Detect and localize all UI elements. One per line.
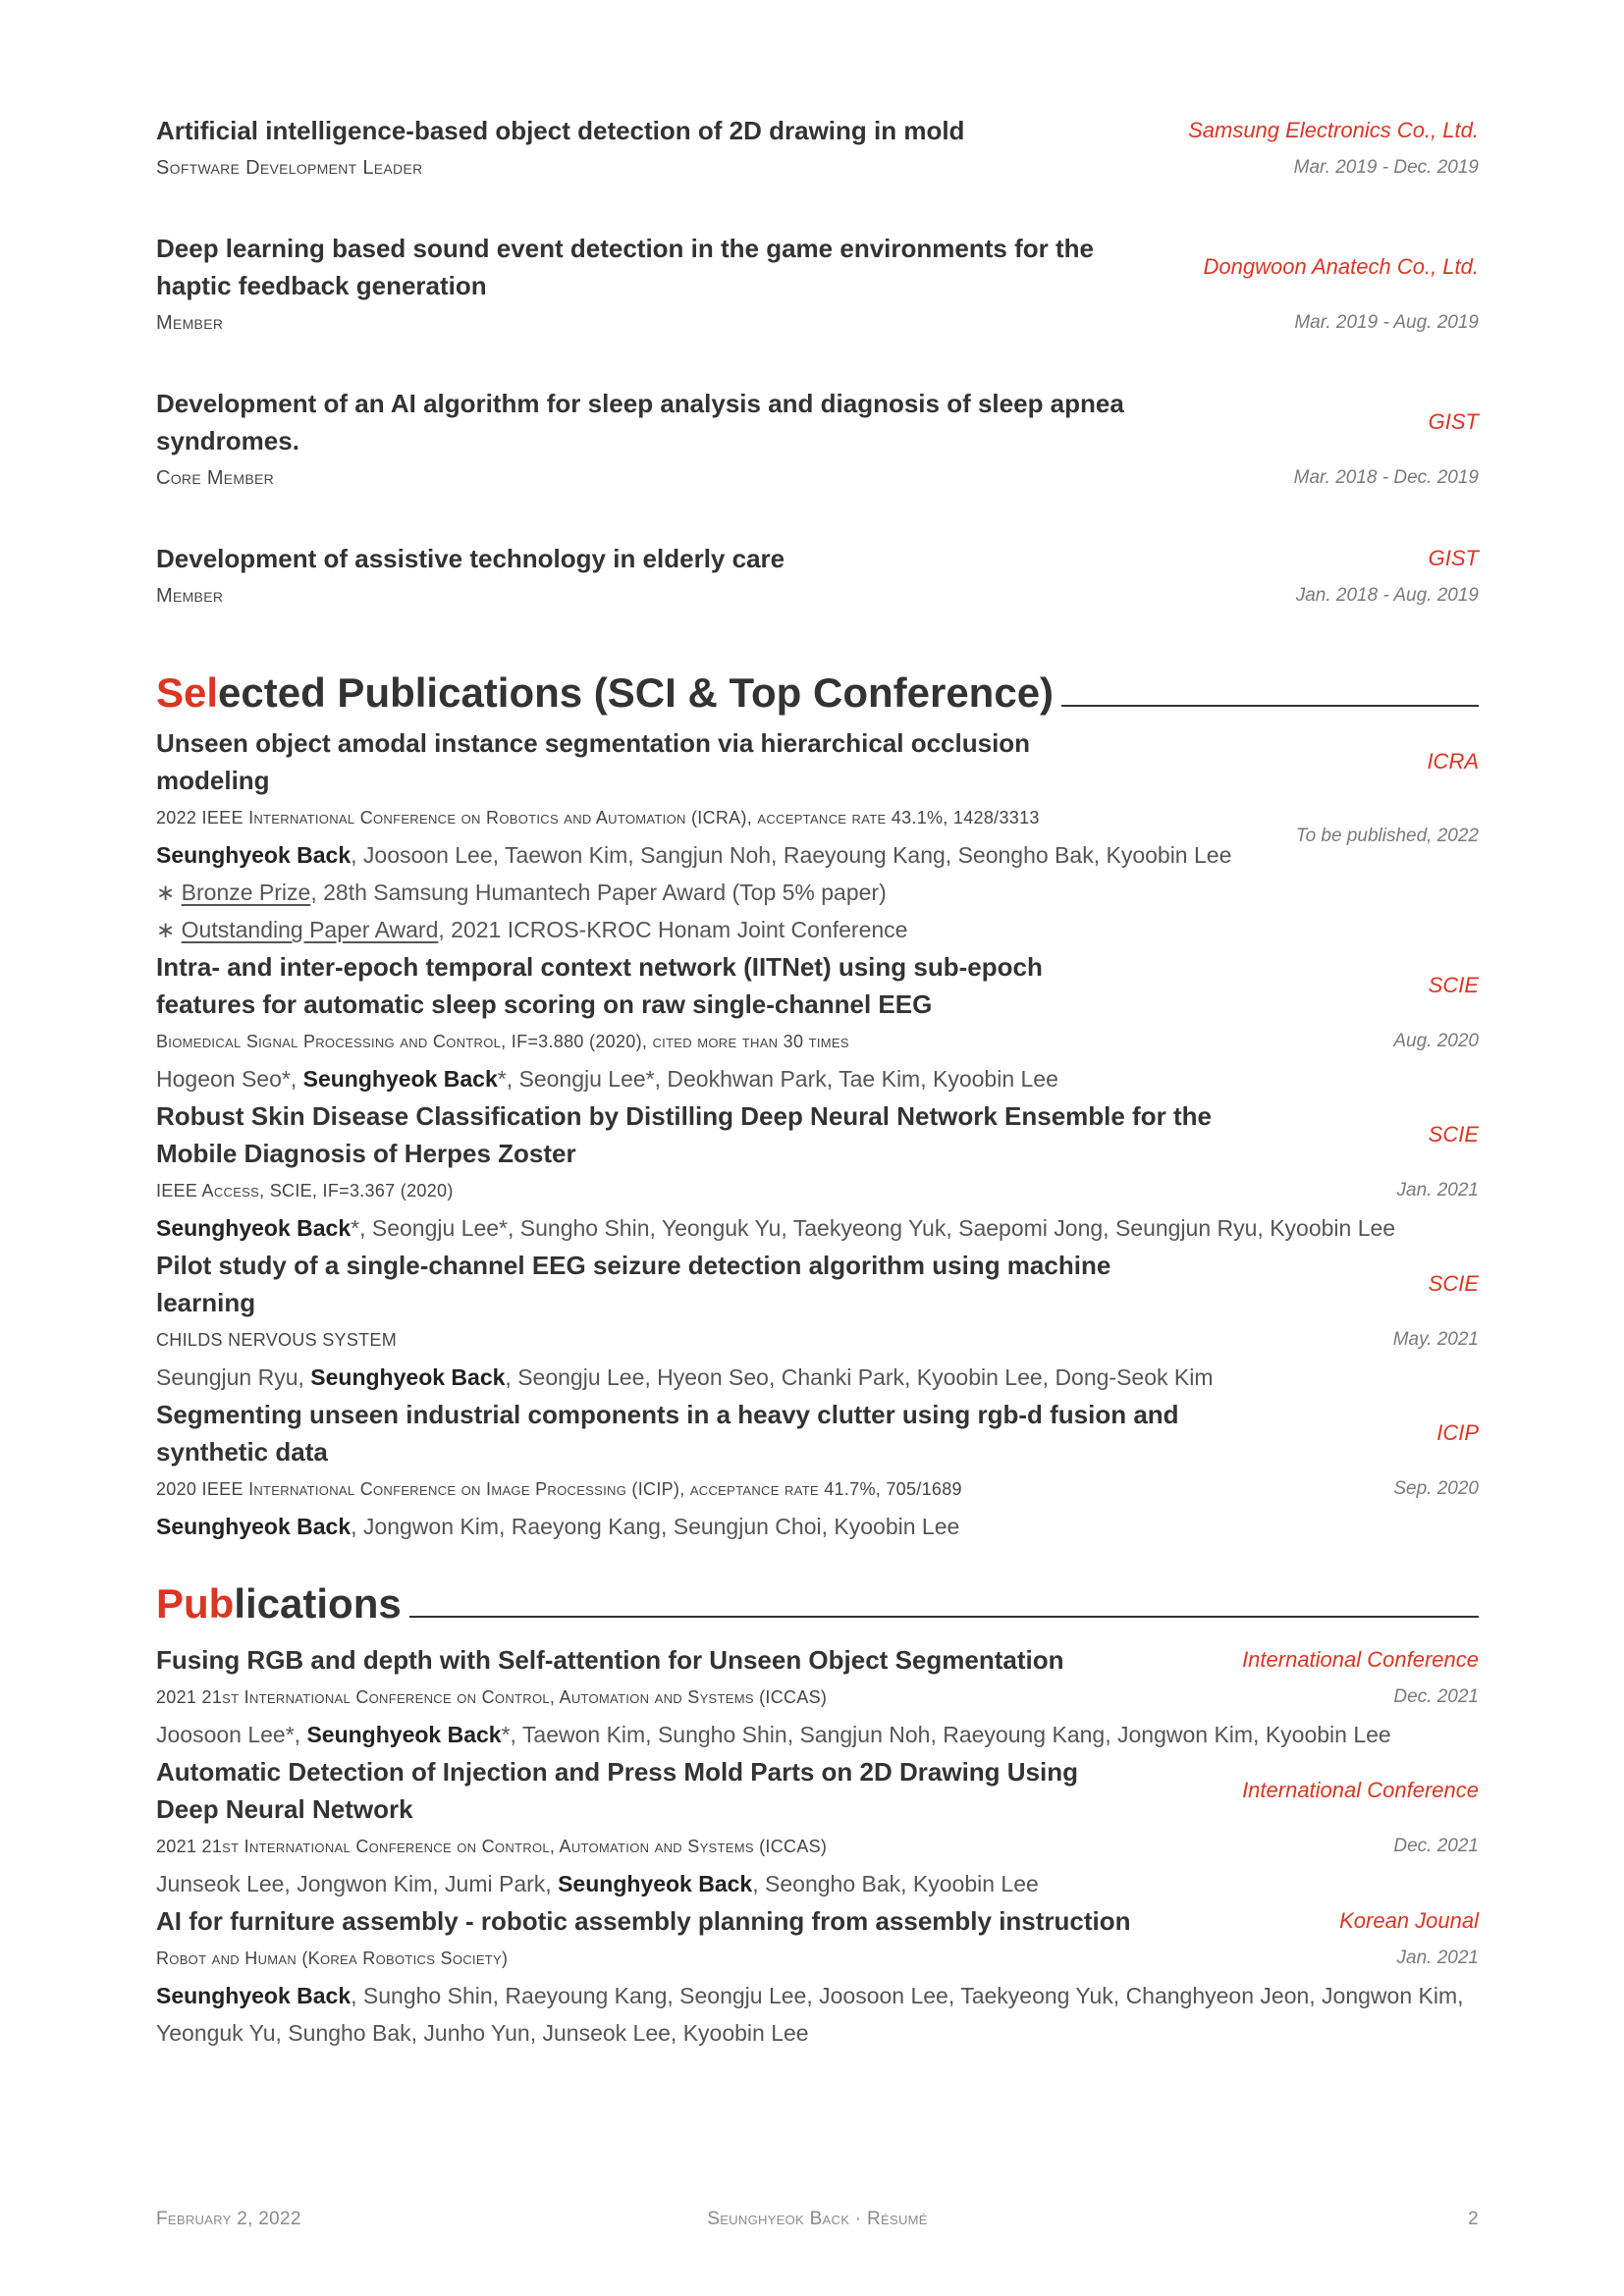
- publication-authors: Seunghyeok Back, Jongwon Kim, Raeyong Kang, Seungjun Choi, Kyoobin Lee: [156, 1514, 960, 1539]
- publication-venue: 2020 IEEE International Conference on Image Processing (ICIP), acceptance rate 41.7%, 705/1689: [156, 1479, 962, 1499]
- publication-date: Jan. 2021: [1396, 1948, 1479, 1968]
- project-date: Mar. 2019 - Dec. 2019: [1293, 157, 1479, 178]
- publication-venue-tag: Korean Jounal: [1339, 1908, 1479, 1933]
- publication-venue-tag: SCIE: [1428, 1271, 1479, 1296]
- project-date: Jan. 2018 - Aug. 2019: [1295, 585, 1479, 606]
- publication-authors: Seunghyeok Back, Joosoon Lee, Taewon Kim, Sangjun Noh, Raeyoung Kang, Seongho Bak, Kyoobin Lee: [156, 842, 1232, 868]
- project-role: Member: [156, 585, 224, 607]
- heading-rule: [1061, 705, 1479, 707]
- page-footer: [156, 2209, 1479, 2238]
- project-date: Mar. 2019 - Aug. 2019: [1294, 312, 1479, 333]
- projects-list: [156, 112, 1479, 614]
- project-role: Software Development Leader: [156, 157, 423, 179]
- author-self: Seunghyeok Back: [156, 1514, 352, 1539]
- heading-rule: [409, 1616, 1479, 1618]
- publication-title: Segmenting unseen industrial components in a heavy clutter using rgb-d fusion and synthetic data: [156, 1400, 1179, 1467]
- heading-text: ected Publications (SCI & Top Conference): [218, 669, 1055, 716]
- author-self: Seunghyeok Back: [558, 1871, 753, 1896]
- project-org: GIST: [1428, 546, 1479, 570]
- project-title: Development of assistive technology in elderly care: [156, 544, 785, 573]
- project-entry: [156, 112, 1479, 187]
- heading-text: lications: [234, 1580, 402, 1627]
- publication-venue: Biomedical Signal Processing and Control, IF=3.880 (2020), cited more than 30 times: [156, 1032, 849, 1051]
- publication-venue: 2021 21st International Conference on Control, Automation and Systems (ICCAS): [156, 1687, 828, 1707]
- publication-venue: Robot and Human (Korea Robotics Society): [156, 1949, 509, 1968]
- award-name: Bronze Prize: [181, 880, 311, 905]
- footer-title: Seunghyeok Back · Résumé: [707, 2209, 928, 2229]
- publication-authors: Joosoon Lee*, Seunghyeok Back*, Taewon Kim, Sungho Shin, Sangjun Noh, Raeyoung Kang, Jongwon Kim, Kyoobin Lee: [156, 1722, 1391, 1747]
- project-entry: [156, 540, 1479, 614]
- publication-venue-tag: ICRA: [1427, 749, 1479, 774]
- publication-title: Intra- and inter-epoch temporal context network (IITNet) using sub-epoch features for automatic sleep scoring on raw single-channel EEG: [156, 952, 1043, 1019]
- publication-authors: Seunghyeok Back, Sungho Shin, Raeyoung Kang, Seongju Lee, Joosoon Lee, Taekyeong Yuk, Changhyeon Jeon, Jongwon Kim, Yeonguk Yu, Sungho Bak, Junho Yun, Junseok Lee, Kyoobin Lee: [156, 1983, 1464, 2046]
- publication-entry: [156, 1641, 1479, 1753]
- page-number: 2: [1468, 2209, 1479, 2229]
- publication-authors: Seunghyeok Back*, Seongju Lee*, Sungho Shin, Yeonguk Yu, Taekyeong Yuk, Saepomi Jong, Seungjun Ryu, Kyoobin Lee: [156, 1215, 1396, 1241]
- author-self: Seunghyeok Back: [156, 842, 352, 868]
- publication-authors: Seungjun Ryu, Seunghyeok Back, Seongju Lee, Hyeon Seo, Chanki Park, Kyoobin Lee, Dong-Seok Kim: [156, 1364, 1214, 1390]
- publication-venue: IEEE Access, SCIE, IF=3.367 (2020): [156, 1181, 454, 1201]
- award-item: ∗ Outstanding Paper Award, 2021 ICROS-KROC Honam Joint Conference: [156, 917, 908, 942]
- project-title: Development of an AI algorithm for sleep analysis and diagnosis of sleep apnea syndromes.: [156, 389, 1124, 455]
- publication-venue: 2021 21st International Conference on Control, Automation and Systems (ICCAS): [156, 1837, 828, 1856]
- selected-publications-heading: [156, 669, 1479, 717]
- publication-entry: [156, 1753, 1479, 1902]
- project-date: Mar. 2018 - Dec. 2019: [1293, 467, 1479, 488]
- project-role: Member: [156, 312, 224, 334]
- publication-title: Robust Skin Disease Classification by Distilling Deep Neural Network Ensemble for the Mobile Diagnosis of Herpes Zoster: [156, 1101, 1212, 1168]
- publication-entry: [156, 724, 1479, 948]
- publication-venue-tag: SCIE: [1428, 1122, 1479, 1147]
- publication-date: May. 2021: [1392, 1329, 1479, 1350]
- publication-venue-tag: ICIP: [1436, 1420, 1479, 1445]
- publication-authors: Hogeon Seo*, Seunghyeok Back*, Seongju Lee*, Deokhwan Park, Tae Kim, Kyoobin Lee: [156, 1066, 1058, 1092]
- project-entry: [156, 385, 1479, 497]
- publication-title: Unseen object amodal instance segmentation via hierarchical occlusion modeling: [156, 728, 1031, 795]
- author-self: Seunghyeok Back: [156, 1215, 352, 1241]
- project-role: Core Member: [156, 467, 275, 489]
- publication-venue: CHILDS NERVOUS SYSTEM: [156, 1330, 398, 1350]
- publications-heading: [156, 1580, 1479, 1628]
- publication-venue-tag: International Conference: [1242, 1647, 1479, 1672]
- project-title: Deep learning based sound event detection in the game environments for the haptic feedback generation: [156, 234, 1094, 300]
- author-self: Seunghyeok Back: [156, 1983, 352, 2008]
- publication-entry: [156, 1396, 1479, 1545]
- resume-page: [156, 108, 1479, 2052]
- publication-venue: 2022 IEEE International Conference on Robotics and Automation (ICRA), acceptance rate 43.1%, 1428/3313: [156, 808, 1040, 828]
- project-org: GIST: [1428, 409, 1479, 434]
- project-title: Artificial intelligence-based object detection of 2D drawing in mold: [156, 116, 965, 145]
- publication-entry: [156, 1902, 1479, 2052]
- publication-entry: [156, 1097, 1479, 1247]
- publication-title: Fusing RGB and depth with Self-attention for Unseen Object Segmentation: [156, 1645, 1064, 1675]
- project-entry: [156, 230, 1479, 342]
- publication-title: AI for furniture assembly - robotic assembly planning from assembly instruction: [156, 1906, 1131, 1936]
- project-org: Dongwoon Anatech Co., Ltd.: [1203, 254, 1479, 279]
- selected-publications-list: [156, 724, 1479, 1545]
- publication-entry: [156, 1247, 1479, 1396]
- award-name: Outstanding Paper Award: [181, 917, 439, 942]
- publication-venue-tag: SCIE: [1428, 973, 1479, 997]
- footer-date: February 2, 2022: [156, 2209, 301, 2229]
- publications-list: [156, 1641, 1479, 2052]
- publication-authors: Junseok Lee, Jongwon Kim, Jumi Park, Seunghyeok Back, Seongho Bak, Kyoobin Lee: [156, 1871, 1039, 1896]
- publication-venue-tag: International Conference: [1242, 1778, 1479, 1802]
- publication-date: Sep. 2020: [1393, 1478, 1479, 1499]
- publication-date: Jan. 2021: [1396, 1180, 1479, 1201]
- publication-date: Dec. 2021: [1393, 1686, 1479, 1707]
- publication-title: Automatic Detection of Injection and Press Mold Parts on 2D Drawing Using Deep Neural Network: [156, 1757, 1079, 1824]
- heading-highlight: Pub: [156, 1580, 235, 1627]
- project-org: Samsung Electronics Co., Ltd.: [1188, 118, 1479, 142]
- author-self: Seunghyeok Back: [310, 1364, 506, 1390]
- publication-date: To be published, 2022: [1295, 826, 1479, 846]
- author-self: Seunghyeok Back: [302, 1066, 498, 1092]
- publication-entry: [156, 948, 1479, 1097]
- publication-date: Aug. 2020: [1393, 1031, 1479, 1051]
- author-self: Seunghyeok Back: [306, 1722, 502, 1747]
- publication-title: Pilot study of a single-channel EEG seizure detection algorithm using machine learning: [156, 1251, 1111, 1317]
- heading-highlight: Sel: [156, 669, 219, 716]
- award-item: ∗ Bronze Prize, 28th Samsung Humantech Paper Award (Top 5% paper): [156, 880, 887, 905]
- publication-date: Dec. 2021: [1393, 1836, 1479, 1856]
